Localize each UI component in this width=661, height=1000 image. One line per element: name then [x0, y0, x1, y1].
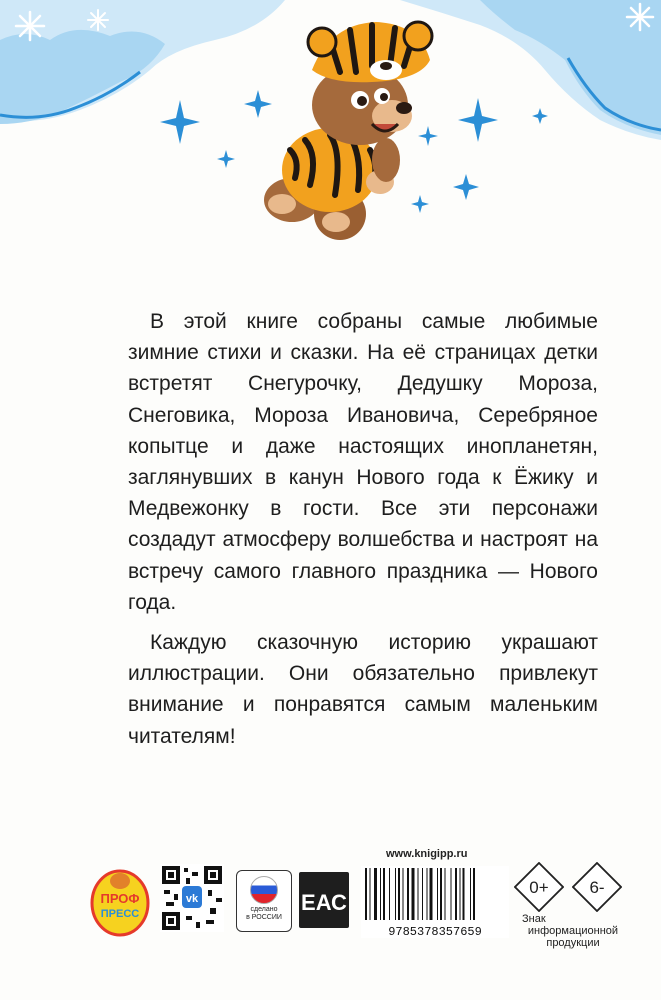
russia-flag-icon — [250, 876, 278, 904]
age-rating-badge-6minus — [572, 862, 622, 912]
star-icon — [458, 98, 498, 142]
barcode-bar — [437, 868, 438, 920]
barcode-bar — [418, 868, 419, 920]
barcode-bar — [445, 868, 446, 920]
age-badge-6minus-text: 6- — [589, 878, 605, 897]
barcode-bar — [440, 868, 442, 920]
barcode-bar — [455, 868, 457, 920]
star-icon — [453, 174, 479, 200]
age-caption-line2: информационной — [527, 925, 619, 937]
barcode-bar — [383, 868, 385, 920]
made-in-russia-badge — [236, 870, 292, 932]
star-icon — [411, 195, 429, 213]
made-in-russia-line2: в РОССИИ — [246, 914, 282, 921]
svg-text:ПРОФ: ПРОФ — [100, 891, 140, 906]
barcode-bar — [395, 868, 396, 920]
bear-character — [264, 22, 432, 240]
barcode-bar — [422, 868, 423, 920]
star-icon — [418, 126, 438, 146]
age-badge-0plus-text: 0+ — [529, 878, 549, 897]
snowflake-icon — [16, 12, 44, 40]
age-rating-caption — [514, 913, 632, 949]
star-icon — [244, 90, 272, 118]
barcode-bar — [473, 868, 475, 920]
barcode-bar — [460, 868, 461, 920]
barcode-bar — [374, 868, 377, 920]
publisher-logo — [88, 863, 150, 937]
barcode-bar — [427, 868, 428, 920]
barcode-bar — [430, 868, 433, 920]
cover-illustration — [0, 0, 661, 300]
barcode-bar — [451, 868, 452, 920]
made-in-russia-line1: сделано — [250, 906, 278, 913]
description-paragraph: В этой книге собраны самые любимые зимние стихи и сказки. На её страницах детки встретят Снегурочку, Дедушку Мороза, Снеговика, Мороза Ивановича, Серебряное копытце и даже настоящих инопланетян, заглянувших в канун Нового года к Ёжику и Медвежонку в гости. Все эти персонажи создадут атмосферу волшебства и настроят на встречу самого главного праздника — Нового года. — [128, 310, 598, 614]
barcode-bar — [370, 868, 371, 920]
barcode-bar — [412, 868, 415, 920]
barcode-bar — [470, 868, 471, 920]
barcode-bar — [380, 868, 381, 920]
isbn-number: 9785378357659 — [388, 925, 482, 938]
barcode-bar — [407, 868, 409, 920]
barcode-bar — [403, 868, 404, 920]
cloud-right — [480, 0, 661, 135]
barcode-bar — [463, 868, 465, 920]
star-icon — [160, 100, 200, 144]
description-paragraph: Каждую сказочную историю украшают иллюстрации. Они обязательно привлекут внимание и понравятся самым маленьким читателям! — [128, 631, 598, 748]
age-rating-badge-0plus — [514, 862, 564, 912]
barcode-bar — [398, 868, 400, 920]
star-icon — [532, 108, 548, 124]
publisher-website: www.knigipp.ru — [386, 848, 468, 860]
svg-text:vk: vk — [185, 893, 199, 905]
isbn-barcode — [361, 866, 509, 938]
eac-mark-icon — [299, 872, 349, 928]
eac-mark-text: ЕАС — [301, 890, 347, 915]
book-description — [128, 306, 598, 752]
svg-text:ПРЕСС: ПРЕСС — [100, 908, 140, 920]
snowflake-icon — [627, 4, 653, 30]
age-caption-line3: продукции — [546, 937, 600, 949]
star-icon — [217, 150, 235, 168]
snowflake-icon — [88, 10, 108, 30]
barcode-bar — [365, 868, 367, 920]
barcode-bar — [389, 868, 390, 920]
qr-code-icon — [160, 864, 224, 932]
age-caption-line1: Знак — [522, 913, 546, 925]
